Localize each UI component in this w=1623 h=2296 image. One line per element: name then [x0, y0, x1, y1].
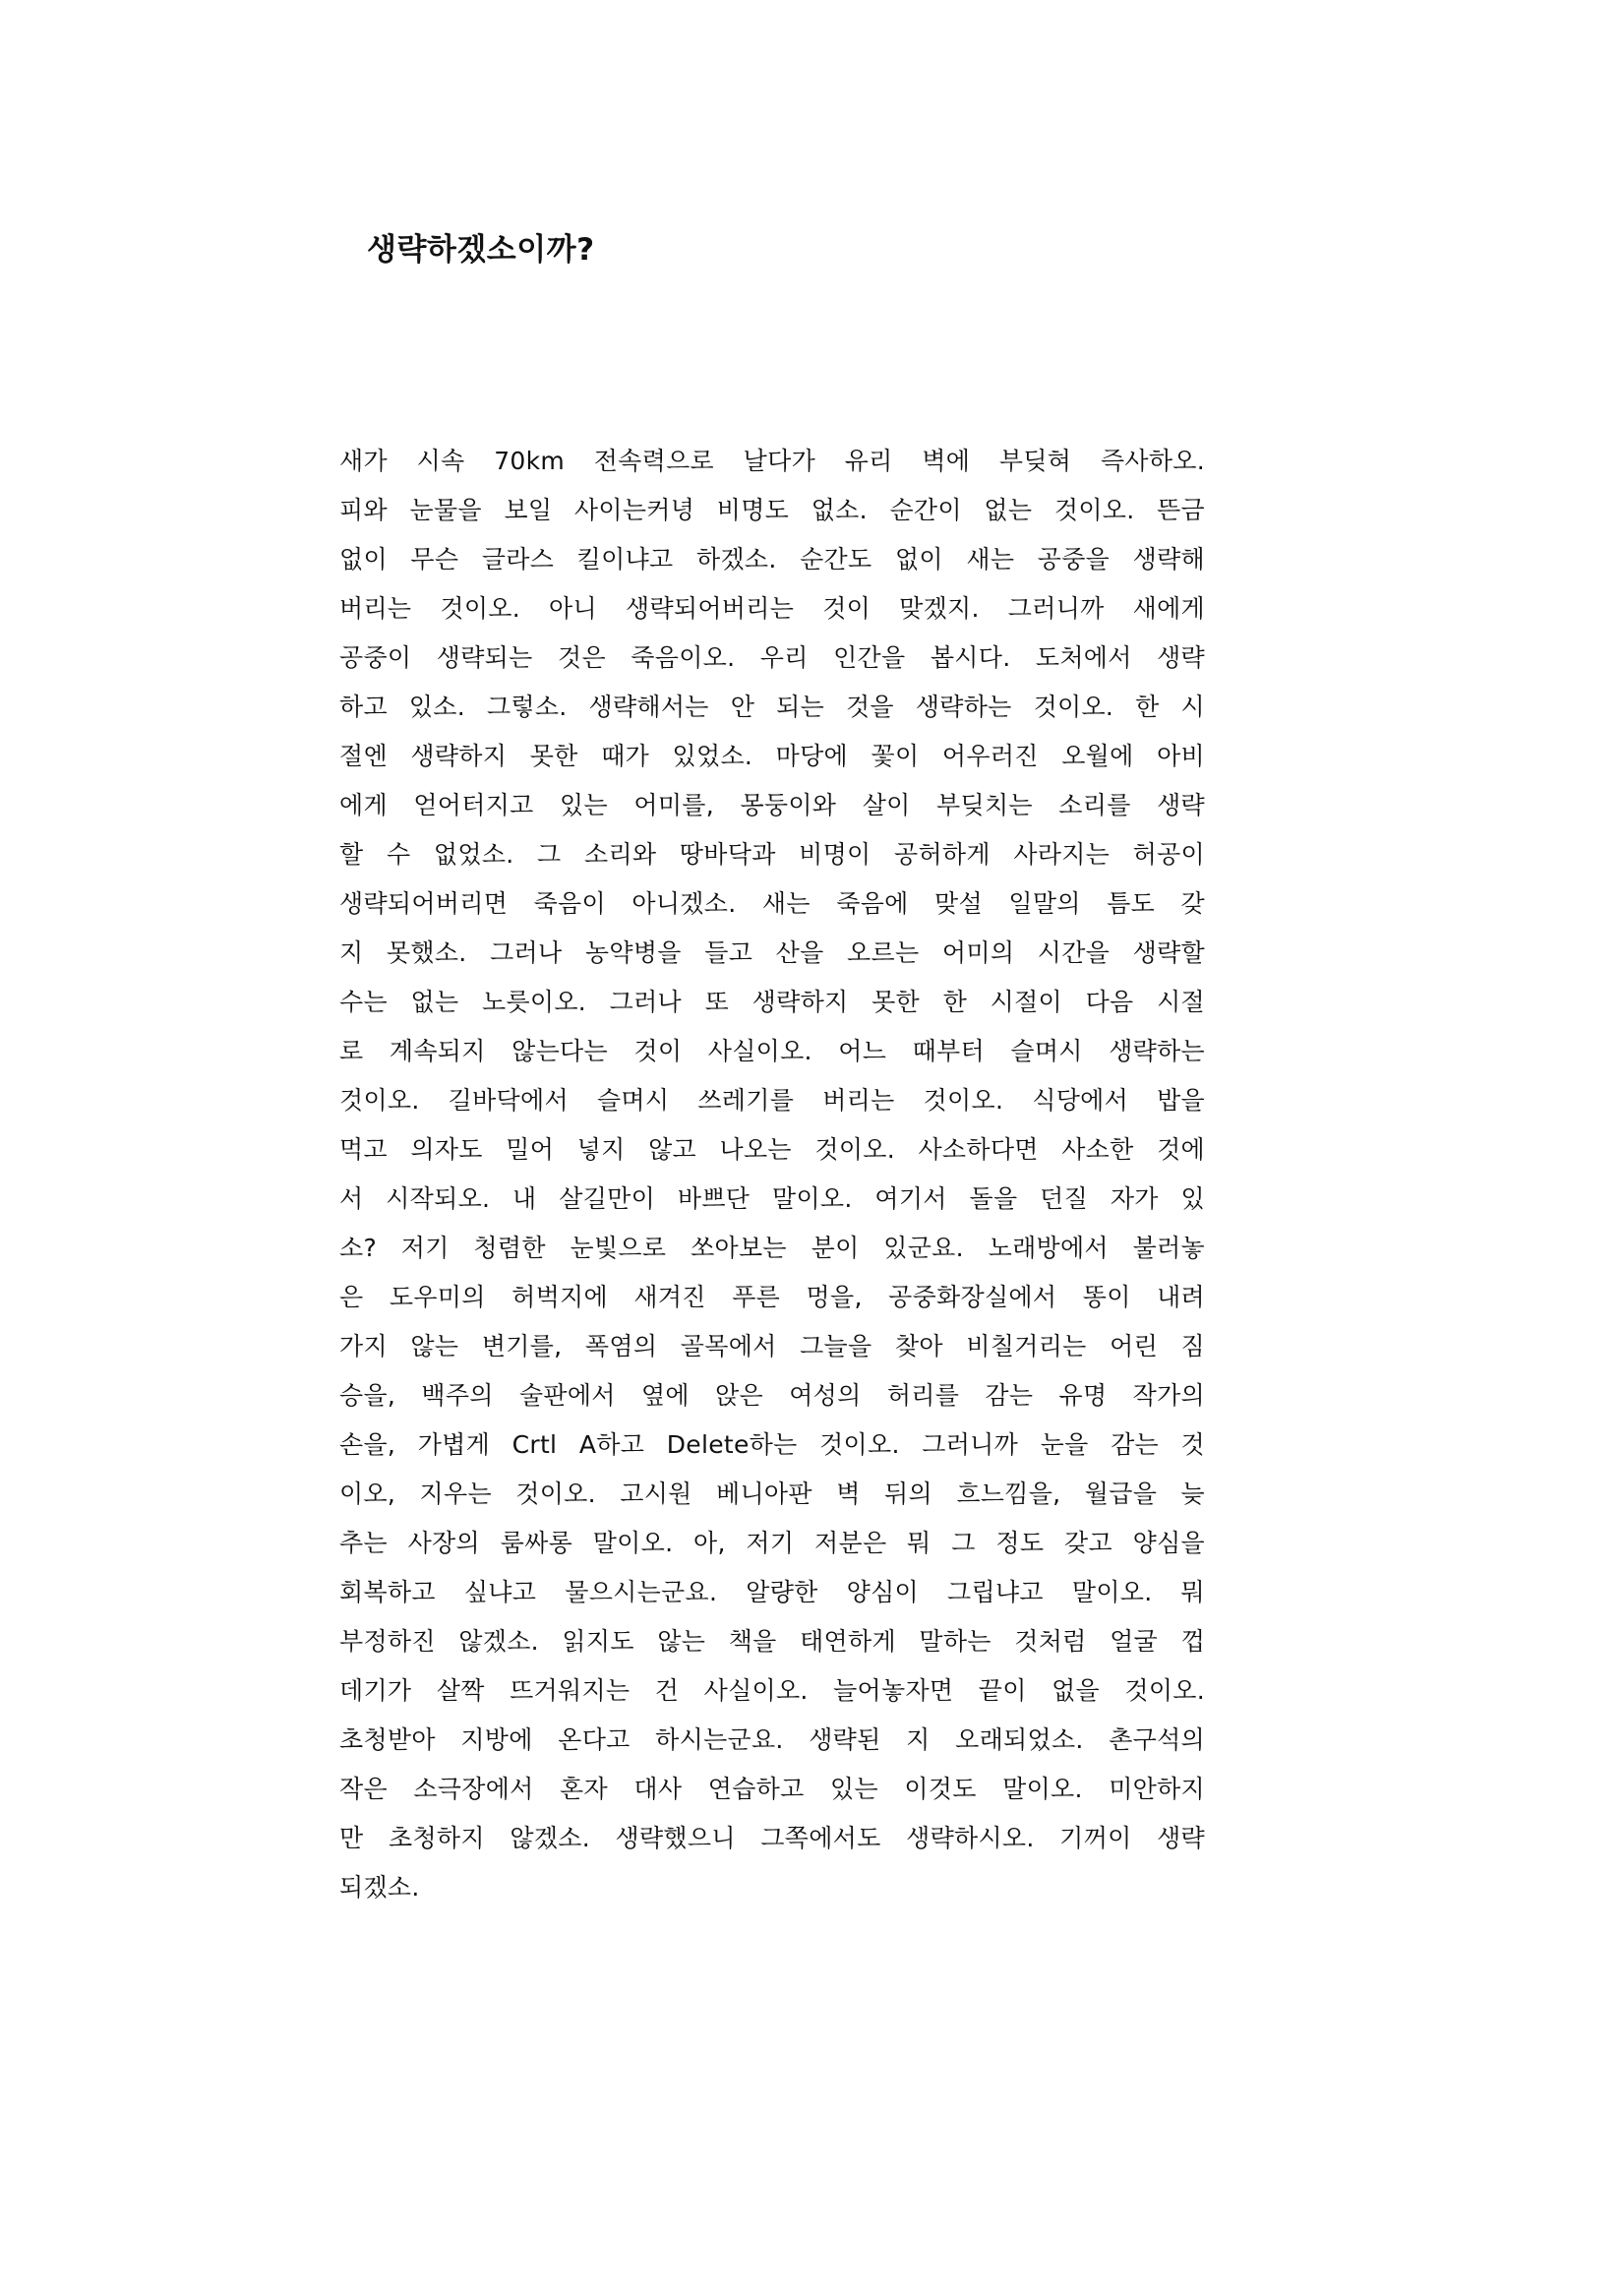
text-line: 손을, 가볍게 Crtl A하고 Delete하는 것이오. 그러니까 눈을 감는 것: [339, 1430, 1205, 1459]
text-line: 할 수 없었소. 그 소리와 땅바닥과 비명이 공허하게 사라지는 허공이: [339, 840, 1205, 869]
text-line: 추는 사장의 룸싸롱 말이오. 아, 저기 저분은 뭐 그 정도 갖고 양심을: [339, 1529, 1205, 1557]
document-title: 생략하겠소이까?: [367, 232, 595, 268]
text-line: 지 못했소. 그러나 농약병을 들고 산을 오르는 어미의 시간을 생략할: [339, 938, 1205, 967]
text-line: 버리는 것이오. 아니 생략되어버리는 것이 맞겠지. 그러니까 새에게: [339, 594, 1205, 623]
text-line: 공중이 생략되는 것은 죽음이오. 우리 인간을 봅시다. 도처에서 생략: [339, 643, 1205, 672]
text-line: 먹고 의자도 밀어 넣지 않고 나오는 것이오. 사소하다면 사소한 것에: [339, 1135, 1205, 1164]
text-line: 초청받아 지방에 온다고 하시는군요. 생략된 지 오래되었소. 촌구석의: [339, 1725, 1205, 1754]
text-line: 없이 무슨 글라스 킬이냐고 하겠소. 순간도 없이 새는 공중을 생략해: [339, 545, 1205, 574]
text-line: 로 계속되지 않는다는 것이 사실이오. 어느 때부터 슬며시 생략하는: [339, 1037, 1205, 1065]
text-line: 승을, 백주의 술판에서 옆에 앉은 여성의 허리를 감는 유명 작가의: [339, 1381, 1205, 1410]
text-line: 피와 눈물을 보일 사이는커녕 비명도 없소. 순간이 없는 것이오. 뜬금: [339, 496, 1205, 524]
text-line: 것이오. 길바닥에서 슬며시 쓰레기를 버리는 것이오. 식당에서 밥을: [339, 1086, 1205, 1115]
text-line: 작은 소극장에서 혼자 대사 연습하고 있는 이것도 말이오. 미안하지: [339, 1775, 1205, 1803]
text-line: 서 시작되오. 내 살길만이 바쁘단 말이오. 여기서 돌을 던질 자가 있: [339, 1184, 1205, 1213]
text-line: 데기가 살짝 뜨거워지는 건 사실이오. 늘어놓자면 끝이 없을 것이오.: [339, 1676, 1205, 1705]
text-line: 절엔 생략하지 못한 때가 있었소. 마당에 꽃이 어우러진 오월에 아비: [339, 742, 1205, 770]
text-line: 되겠소.: [339, 1873, 420, 1902]
body-paragraph: [339, 437, 1205, 1912]
text-line: 만 초청하지 않겠소. 생략했으니 그쪽에서도 생략하시오. 기꺼이 생략: [339, 1824, 1205, 1852]
text-line: 수는 없는 노릇이오. 그러나 또 생략하지 못한 한 시절이 다음 시절: [339, 988, 1205, 1016]
text-line: 이오, 지우는 것이오. 고시원 베니아판 벽 뒤의 흐느낌을, 월급을 늦: [339, 1480, 1205, 1508]
text-line: 새가 시속 70km 전속력으로 날다가 유리 벽에 부딪혀 즉사하오.: [339, 447, 1205, 475]
text-line: 하고 있소. 그렇소. 생략해서는 안 되는 것을 생략하는 것이오. 한 시: [339, 693, 1205, 721]
text-line: 회복하고 싶냐고 물으시는군요. 알량한 양심이 그립냐고 말이오. 뭐: [339, 1578, 1205, 1606]
text-line: 은 도우미의 허벅지에 새겨진 푸른 멍을, 공중화장실에서 똥이 내려: [339, 1283, 1205, 1311]
text-line: 가지 않는 변기를, 폭염의 골목에서 그늘을 찾아 비칠거리는 어린 짐: [339, 1332, 1205, 1360]
text-line: 소? 저기 청렴한 눈빛으로 쏘아보는 분이 있군요. 노래방에서 불러놓: [339, 1234, 1205, 1262]
text-line: 생략되어버리면 죽음이 아니겠소. 새는 죽음에 맞설 일말의 틈도 갖: [339, 889, 1205, 918]
text-line: 에게 얻어터지고 있는 어미를, 몽둥이와 살이 부딪치는 소리를 생략: [339, 791, 1205, 819]
text-line: 부정하진 않겠소. 읽지도 않는 책을 태연하게 말하는 것처럼 얼굴 껍: [339, 1627, 1205, 1656]
